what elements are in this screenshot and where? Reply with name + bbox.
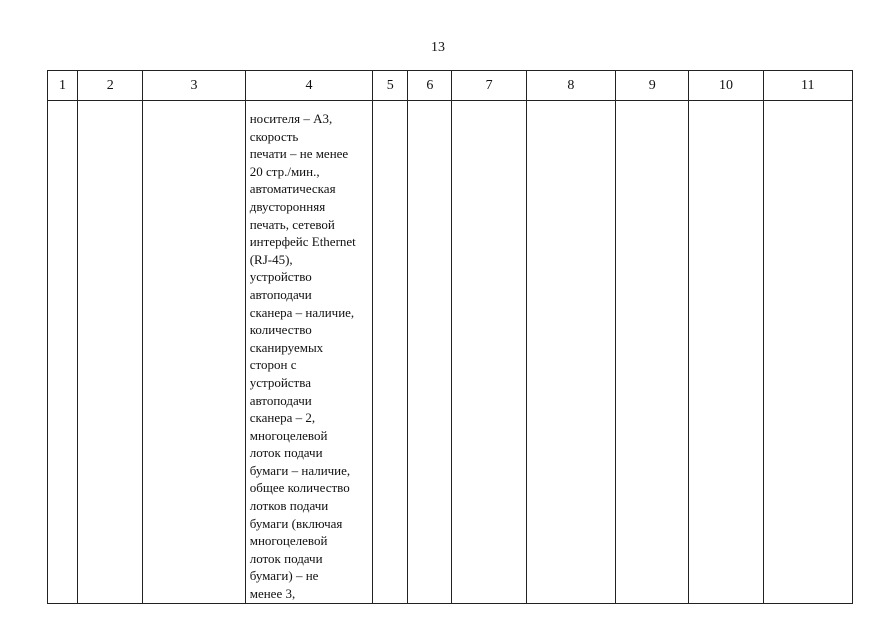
text-line: бумаги) – не <box>249 568 319 584</box>
text-line: автоматическая <box>249 181 336 197</box>
specification-table <box>47 70 853 604</box>
text-line: бумаги (включая <box>249 515 343 531</box>
text-line: менее 3, <box>249 586 296 602</box>
text-line: бумаги – наличие, <box>249 462 351 478</box>
column-header: 10 <box>689 71 763 101</box>
text-line: многоцелевой <box>249 533 328 549</box>
column-header: 8 <box>526 71 615 101</box>
text-line: интерфейс Ethernet <box>249 234 356 250</box>
column-header: 1 <box>48 71 78 101</box>
text-line: носителя – А3, <box>249 111 333 126</box>
text-line: сканера – 2, <box>249 410 316 426</box>
column-header: 7 <box>452 71 526 101</box>
page-number: 13 <box>431 40 445 55</box>
text-line: двусторонняя <box>249 198 326 214</box>
table-cell <box>526 101 615 604</box>
table-cell <box>408 101 452 604</box>
text-line: 20 стр./мин., <box>249 163 320 179</box>
characteristics-text <box>246 101 372 603</box>
table-cell-characteristics <box>245 101 372 604</box>
column-header: 6 <box>408 71 452 101</box>
text-line: печати – не менее <box>249 146 349 162</box>
text-line: сканируемых <box>249 339 324 355</box>
column-header: 5 <box>373 71 408 101</box>
text-line: (RJ-45), <box>249 251 293 267</box>
text-line: автоподачи <box>249 286 312 302</box>
table-cell <box>616 101 689 604</box>
text-line: устройство <box>249 269 312 285</box>
text-line: сканера – наличие, <box>249 304 355 320</box>
column-header: 9 <box>616 71 689 101</box>
text-line: лоток подачи <box>249 445 323 461</box>
text-line: лоток подачи <box>249 550 323 566</box>
column-header: 11 <box>763 71 852 101</box>
table-cell <box>452 101 526 604</box>
text-line: лотков подачи <box>249 498 329 514</box>
table-cell <box>373 101 408 604</box>
column-header: 4 <box>245 71 372 101</box>
table-header-row <box>48 71 853 101</box>
text-line: устройства <box>249 374 311 390</box>
table-cell <box>78 101 143 604</box>
text-line: общее количество <box>249 480 350 496</box>
text-line: печать, сетевой <box>249 216 335 232</box>
text-line: сторон с <box>249 357 297 373</box>
column-header: 3 <box>143 71 245 101</box>
text-line: автоподачи <box>249 392 312 408</box>
text-line: скорость <box>249 128 299 144</box>
table-cell <box>763 101 852 604</box>
column-header: 2 <box>78 71 143 101</box>
table-cell <box>48 101 78 604</box>
table-row <box>48 101 853 604</box>
text-line: многоцелевой <box>249 427 328 443</box>
text-line: количество <box>249 322 312 338</box>
table-cell <box>689 101 763 604</box>
table-cell <box>143 101 245 604</box>
